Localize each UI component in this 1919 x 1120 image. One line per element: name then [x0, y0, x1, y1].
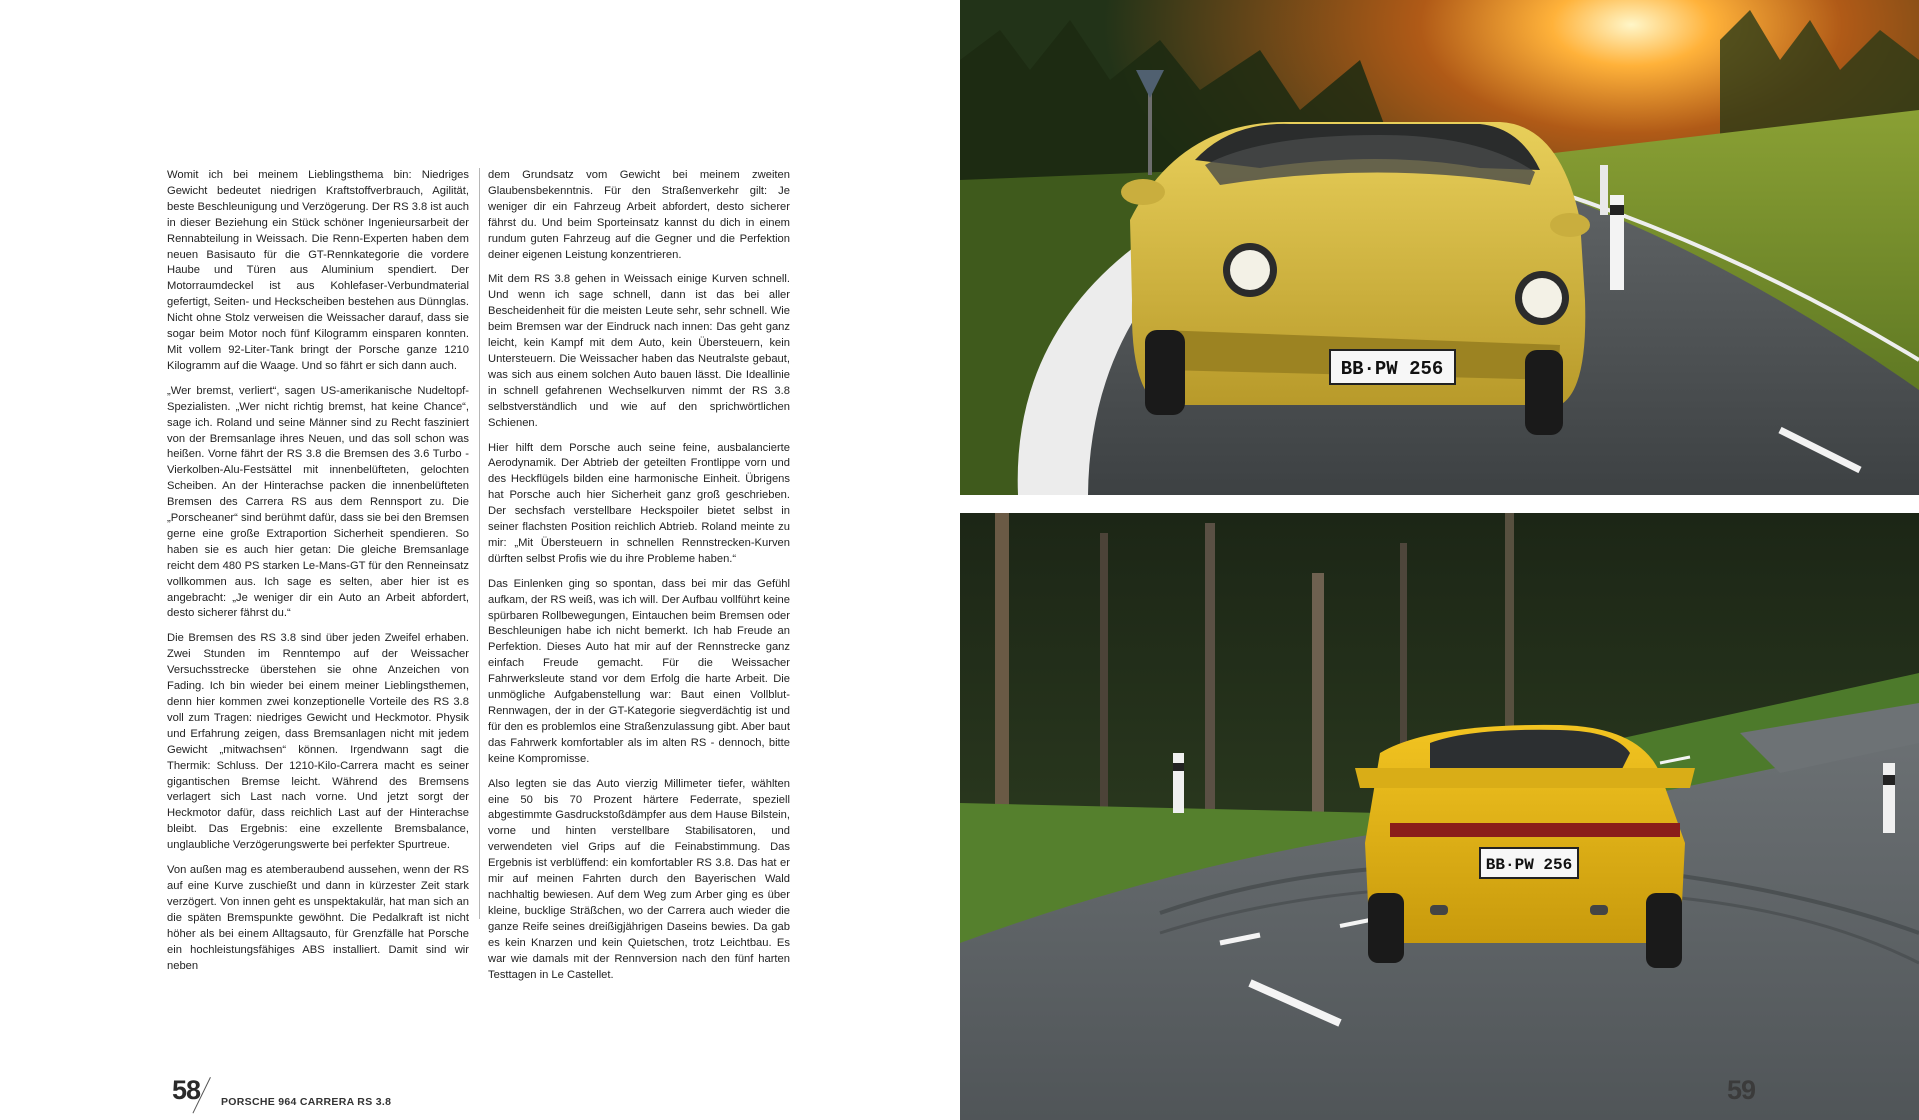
photo-car-rear-forest [960, 513, 1919, 1120]
paragraph: Von außen mag es atemberaubend aussehen, wenn der RS auf eine Kurve zuschießt und dann in kürzester Zeit stark verzögert. Von innen geht es unspektakulär, hat man sich an die späten Bremspunkte gewöhnt. Die Pedalkraft ist nicht höher als bei einem Alltagsauto, für Grenzfälle hat Porsche ein hochleistungsfähiges ABS installiert. Damit sind wir neben [167, 864, 469, 972]
paragraph: Das Einlenken ging so spontan, dass bei mir das Gefühl aufkam, der RS weiß, was ich will. Der Aufbau vollführt keine spürbaren Rollbewegungen, Eintauchen beim Bremsen oder Beschleunigen habe ich nicht bemerkt. Ich hab Freude an Perfektion. Dieses Auto hat mir auf der Rennstrecke ganz einfach Freude gemacht. Für die Weissacher Fahrwerksleute stand vor dem Erfolg die harte Arbeit. Die unmögliche Aufgabenstellung war: Baut einen Vollblut-Rennwagen, der in der GT-Kategorie siegverdächtig ist und für den es problemlos eine Straßenzulassung gibt. Aber baut das Fahrwerk komfortabler als im alten RS - dennoch, bitte keine Kompromisse. [488, 577, 790, 765]
paragraph: Hier hilft dem Porsche auch seine feine, ausbalancierte Aerodynamik. Der Abtrieb der geteilten Frontlippe vorn und des Heckflügels bilden eine harmonische Einheit. Übrigens hat Porsche auch hier Sicherheit ganz groß geschrieben. Der sechsfach verstellbare Heckspoiler bietet selbst in seiner flachsten Position reichlich Abtrieb. Roland meinte zu mir: „Mit Übersteuern in schnellen Rennstrecken-Kurven dürften selbst Profis wie du ihre Probleme haben.“ [488, 441, 790, 565]
paragraph: Also legten sie das Auto vierzig Millimeter tiefer, wählten eine 50 bis 70 Prozent härtere Federrate, speziell abgestimmte Gasdruckstoßdämpfer aus dem Hause Bilstein, vorne und hinten verstellbare Stabilisatoren, und verwendeten viel Grips auf die Feinabstimmung. Das Ergebnis ist verblüffend: ein komfortabler RS 3.8. Das hat er mir auf meinen Fahrten durch den Bayerischen Wald nachhaltig bewiesen. Auf dem Weg zum Arber ging es über kleine, bucklige Sträßchen, wo der Carrera auch wieder die ganze Reife seines dreißigjährigen Daseins bewies. Da gab es kein Knarzen und kein Quietschen, trotz Leichtbau. Es war wie damals mit der Rennversion nach den fünf harten Testtagen in Le Castellet. [488, 777, 790, 981]
text-column-left [167, 168, 469, 983]
paragraph: Mit dem RS 3.8 gehen in Weissach einige Kurven schnell. Und wenn ich sage schnell, dann ist das bei aller Bescheidenheit für die meisten Leute sehr, sehr schnell. Wie beim Bremsen war der Eindruck nach innen: Das geht ganz leicht, kein Kampf mit dem Auto, kein Übersteuern, kein Untersteuern. Die Weissacher haben das Neutralste gebaut, was sich aus einem solchen Auto bauen lässt. Die Ideallinie in schnell gefahrenen Wechselkurven nimmt der RS 3.8 selbstverständlich und wie auf den sprichwörtlichen Schienen. [488, 273, 790, 429]
photo-car-front-sunset [960, 0, 1919, 495]
photo-bottom-illustration [960, 513, 1919, 1120]
running-title: PORSCHE 964 CARRERA RS 3.8 [221, 1096, 392, 1108]
license-plate-front: BB·PW 256 [1340, 358, 1444, 380]
license-plate-rear: BB·PW 256 [1485, 856, 1573, 874]
page-number-left: 58 [172, 1075, 201, 1105]
paragraph: Die Bremsen des RS 3.8 sind über jeden Zweifel erhaben. Zwei Stunden im Renntempo auf der Weissacher Versuchsstrecke überstehen sie ohne Anzeichen von Fading. Ich bin wieder bei einem meiner Lieblingsthemen, denn hier kommen zwei konzeptionelle Vorteile des RS 3.8 voll zum Tragen: niedriges Gewicht und Heckmotor. Physik und Erfahrung zeigen, dass Bremsanlagen nicht mit jedem Gewicht „mitwachsen“ können. Irgendwann sagt die Thermik: Schluss. Der 1210-Kilo-Carrera macht es seiner gigantischen Bremse leicht. Während des Bremsens verlagert sich Last nach vorne. Und jetzt sorgt der Heckmotor dafür, dass reichlich Last auf der Hinterachse bleibt. Das Ergebnis: eine exzellente Bremsbalance, unglaubliche Verzögerungswerte bei perfekter Spurtreue. [167, 632, 469, 852]
page-number-right: 59 [1727, 1075, 1756, 1105]
text-column-right [488, 168, 790, 992]
column-divider [479, 168, 480, 919]
photo-top-illustration [960, 0, 1919, 495]
paragraph: „Wer bremst, verliert“, sagen US-amerikanische Nudeltopf-Spezialisten. „Wer nicht richtig bremst, hat keine Chance“, sage ich. Roland und seine Männer sind zu Recht fasziniert von der Bremsanlage ihres Neuen, und das soll schon was heißen. Vorne fährt der RS 3.8 die Bremsen des 3.6 Turbo - Vierkolben-Alu-Festsättel mit innenbelüfteten, gelochten Scheiben. An der Hinterachse packen die innenbelüfteten Bremsen des Carrera RS aus dem Rennsport zu. Die „Porscheaner“ sind berühmt dafür, dass sie bei den Bremsen gerne eine große Extraportion Sicherheit spendieren. So haben sie es auch hier getan: Die gleiche Bremsanlage reicht dem 480 PS starken Le-Mans-GT für den Renneinsatz vollkommen aus. Ich sage es selten, aber hier ist es angebracht: „Je weniger dir ein Auto an Arbeit abfordert, desto sicherer fährst du.“ [167, 384, 469, 620]
paragraph: dem Grundsatz vom Gewicht bei meinem zweiten Glaubensbekenntnis. Für den Straßenverkehr gilt: Je weniger dir ein Fahrzeug Arbeit abfordert, desto sicherer fährst du. Und beim Sporteinsatz kannst du dich in einem rundum guten Fahrzeug auf die Gegner und die Perfektion deiner eigenen Leistung konzentrieren. [488, 169, 790, 261]
paragraph: Womit ich bei meinem Lieblingsthema bin: Niedriges Gewicht bedeutet niedrigen Kraftstoffverbrauch, Agilität, beste Beschleunigung und Verzögerung. Der RS 3.8 ist auch in dieser Beziehung ein Stück schöner Ingenieursarbeit der Rennabteilung in Weissach. Die Renn-Experten haben dem neuen Basisauto für die GT-Rennkategorie die vordere Haube und Türen aus Aluminium spendiert. Der Motorraumdeckel ist aus Kohlefaser-Verbundmaterial gefertigt, Seiten- und Heckscheiben bestehen aus Dünnglas. Nicht ohne Stolz verweisen die Weissacher darauf, dass sie sogar beim Motor noch fünf Kilogramm einsparen konnten. Mit vollem 92-Liter-Tank bringt der Porsche ganze 1210 Kilogramm auf die Waage. Und so fährt er sich dann auch. [167, 169, 469, 372]
